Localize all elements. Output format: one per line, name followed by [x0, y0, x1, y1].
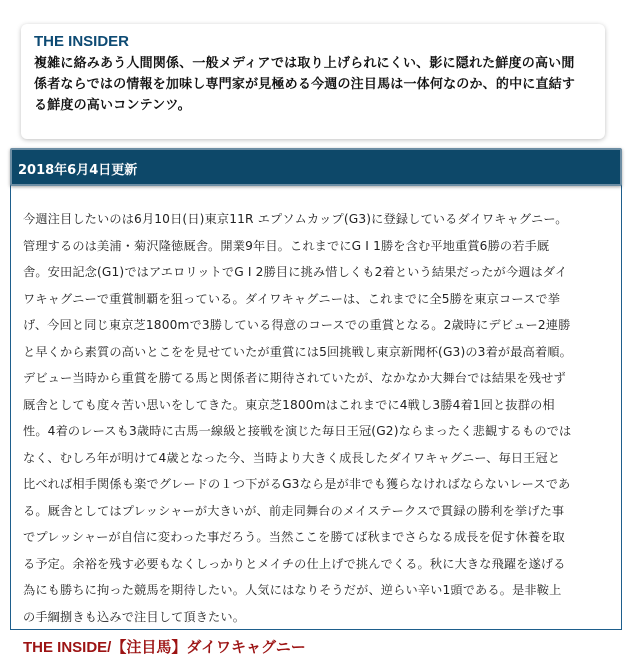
- article-body: [23, 180, 611, 657]
- article-line: 舎。安田記念(G1)ではアエロリットでG I 2勝目に挑み惜しくも2着という結果だったが今週はダイ: [23, 265, 568, 279]
- intro-line: 係者ならではの情報を加味し専門家が見極める今週の注目馬は一体何なのか、的中に直結す: [34, 77, 576, 92]
- article-line: 厩舎としても度々苦い思いをしてきた。東京芝1800mはこれまでに4戦し3勝4着1回と抜群の相: [23, 397, 555, 412]
- article-line: る。厩舎としてはプレッシャーが大きいが、前走同舞台のメイステークスで貫録の勝利を挙げた事: [23, 503, 565, 518]
- article-line: でプレッシャーが自信に変わった事だろう。当然ここを勝てば秋までさらなる成長を促す休養を取: [23, 530, 565, 544]
- article-signature: THE INSIDE/【注目馬】ダイワキャグニー: [23, 639, 306, 656]
- article-line: なく、むしろ年が明けて4歳となった今、当時より大きく成長したダイワキャグニー、毎日王冠と: [23, 450, 561, 465]
- article-line: げ、今回と同じ東京芝1800mで3勝している得意のコースでの重賞となる。2歳時にデビュー2連勝: [23, 318, 571, 332]
- intro-description: [34, 53, 593, 116]
- article-line: デビュー当時から重賞を勝てる馬と関係者に期待されていたが、なかなか大舞台では結果を残せず: [23, 371, 566, 385]
- article-line: 今週注目したいのは6月10日(日)東京11R エプソムカップ(G3)に登録しているダイワキャグニー。: [23, 212, 568, 226]
- article-line: 性。4着のレースも3歳時に古馬一線級と接戦を演じた毎日王冠(G2)ならまったく悲観するものでは: [23, 424, 572, 438]
- article-line: 為にも勝ちに拘った競馬を期待したい。人気にはなりそうだが、逆らい辛い1頭である。是非鞍上: [23, 583, 562, 597]
- article-line: と早くから素質の高いとこをを見せていたが重賞には5回挑戦し東京新聞杯(G3)の3着が最高着順。: [23, 344, 572, 359]
- article-line: の手綱捌きも込みで注目して頂きたい。: [23, 609, 246, 624]
- article-line: 比べれば相手関係も楽でグレードの１つ下がるG3なら是が非でも獲らなければならないレースであ: [23, 477, 571, 491]
- intro-card: [21, 24, 605, 139]
- article-line: 管理するのは美浦・菊沢隆徳厩舎。開業9年目。これまでにG I 1勝を含む平地重賞6勝の若手厩: [23, 238, 550, 253]
- article-box: [10, 170, 622, 656]
- update-date-bar: [10, 148, 622, 186]
- article-line: ワキャグニーで重賞制覇を狙っている。ダイワキャグニーは、これまでに全5勝を東京コースで挙: [23, 291, 561, 306]
- intro-line: 複雑に絡みあう人間関係、一般メディアでは取り上げられにくい、影に隠れた鮮度の高い閒: [34, 56, 575, 71]
- intro-title: THE INSIDER: [34, 33, 130, 50]
- update-date: 2018年6月4日更新: [18, 163, 138, 178]
- article-line: る予定。余裕を残す必要もなくしっかりとメイチの仕上げで挑んでくる。秋に大きな飛躍を遂げる: [23, 556, 566, 571]
- intro-line: る鮮度の高いコンテンツ。: [34, 98, 191, 113]
